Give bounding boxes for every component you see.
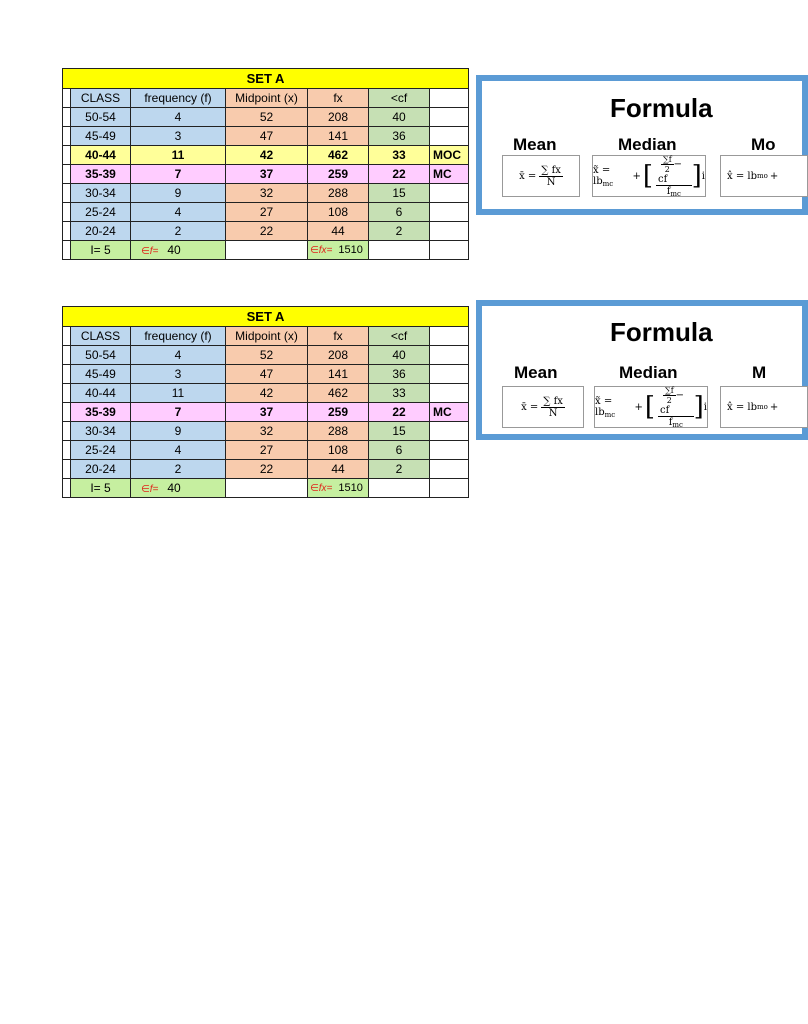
class-cell: 35-39 [71,165,131,184]
table-row [63,108,469,127]
median-numerator [656,155,692,186]
fx-cell: 259 [308,165,369,184]
formula-panel-1 [476,75,808,215]
cf-cell: 36 [369,365,430,384]
cf-cell: 6 [369,203,430,222]
midpoint-cell: 42 [226,146,308,165]
cf-cell: 40 [369,108,430,127]
midpoint-cell: 22 [226,222,308,241]
fx-cell: 208 [308,108,369,127]
row-edge-cell [63,460,71,479]
formula-panel-2 [476,300,808,440]
sum-fx-cell [308,479,369,498]
mark-cell: MC [430,165,469,184]
empty-cell [369,241,430,260]
median-lhs-sub: mc [602,179,614,188]
sum-fx-value: 1510 [338,244,363,256]
mean-formula [502,386,584,428]
header-cf: <cf [369,89,430,108]
inner-numerator: ∑f [665,385,674,395]
mode-plus: + [769,401,779,413]
header-mark [430,89,469,108]
cf-cell: 22 [369,403,430,422]
bracket-right: ] [693,392,704,422]
frequency-cell: 2 [131,222,226,241]
midpoint-cell: 27 [226,441,308,460]
mark-cell [430,365,469,384]
mark-cell [430,441,469,460]
mode-lhs: x̂ = lb [727,170,757,182]
table-header-row [63,327,469,346]
bracket-left: [ [644,392,655,422]
mark-cell [430,127,469,146]
inner-fraction [663,386,676,405]
header-frequency: frequency (f) [131,327,226,346]
mean-denominator: N [548,407,558,419]
median-fraction [658,386,694,429]
inner-numerator: ∑f [663,154,672,164]
median-formula [592,155,706,197]
header-fx: fx [308,327,369,346]
table-title: SET A [63,69,469,89]
table-row [63,222,469,241]
mark-cell [430,108,469,127]
mean-fraction [541,396,565,419]
row-edge-cell [63,108,71,127]
frequency-cell: 11 [131,384,226,403]
class-cell: 40-44 [71,146,131,165]
row-edge-cell [63,203,71,222]
header-midpoint: Midpoint (x) [226,327,308,346]
sum-f-cell [131,479,226,498]
sum-fx-symbol: ∈fx= [310,483,333,494]
inner-denominator: 2 [664,164,670,174]
table-row-modal-class [63,146,469,165]
table-row-median-class [63,165,469,184]
class-cell: 50-54 [71,346,131,365]
class-cell: 50-54 [71,108,131,127]
minus-cf: − cf [658,158,683,185]
midpoint-cell: 27 [226,203,308,222]
row-edge-cell [63,327,71,346]
median-den-sub: mc [672,420,683,429]
mean-label: Mean [514,363,558,382]
cf-cell: 2 [369,222,430,241]
cf-cell: 22 [369,165,430,184]
median-lhs [593,165,630,188]
sum-f-symbol: ∈f= [141,246,159,257]
median-lhs-sub: mc [604,410,616,419]
median-bracket [645,386,704,429]
median-bracket [643,155,702,198]
fx-cell: 288 [308,184,369,203]
midpoint-cell: 52 [226,108,308,127]
class-cell: 20-24 [71,460,131,479]
header-frequency: frequency (f) [131,89,226,108]
fx-cell: 141 [308,127,369,146]
empty-cell [430,241,469,260]
frequency-cell: 7 [131,403,226,422]
inner-fraction [661,155,674,174]
mean-lhs: x̄ = [521,401,539,413]
formula-title: Formula [610,93,713,123]
row-edge-cell [63,441,71,460]
mode-lhs-sub: mo [756,403,768,411]
frequency-cell: 4 [131,203,226,222]
mean-label: Mean [513,135,557,154]
table-row [63,184,469,203]
mean-formula [502,155,580,197]
row-edge-cell [63,165,71,184]
class-cell: 25-24 [71,441,131,460]
cf-cell: 2 [369,460,430,479]
bracket-right: ] [691,161,702,191]
table-row [63,346,469,365]
table-title: SET A [63,307,469,327]
fx-cell: 259 [308,403,369,422]
table-row [63,384,469,403]
fx-cell: 462 [308,146,369,165]
median-den-sub: mc [670,189,681,198]
fx-cell: 208 [308,346,369,365]
row-edge-cell [63,403,71,422]
class-cell: 45-49 [71,127,131,146]
inner-denominator: 2 [666,395,672,405]
median-lhs-text: x̃ = lb [593,164,611,187]
mark-cell [430,346,469,365]
class-cell: 35-39 [71,403,131,422]
mark-cell [430,422,469,441]
mark-cell: MC [430,403,469,422]
median-plus: + [632,170,641,182]
header-mark [430,327,469,346]
frequency-cell: 3 [131,365,226,384]
row-edge-cell [63,365,71,384]
frequency-cell: 11 [131,146,226,165]
mode-lhs: x̂ = lb [727,401,757,413]
sum-f-value: 40 [167,243,181,257]
midpoint-cell: 22 [226,460,308,479]
mean-numerator: ∑ fx [541,164,561,176]
fx-cell: 44 [308,460,369,479]
header-fx: fx [308,89,369,108]
empty-cell [226,479,308,498]
class-cell: 20-24 [71,222,131,241]
row-edge-cell [63,127,71,146]
mode-plus: + [769,170,779,182]
fx-cell: 462 [308,384,369,403]
sum-f-value: 40 [167,481,181,495]
stats-table [62,306,469,498]
row-edge-cell [63,146,71,165]
cf-cell: 15 [369,422,430,441]
median-label: Median [618,135,677,154]
class-cell: 30-34 [71,184,131,203]
median-fraction [656,155,692,198]
median-label: Median [619,363,678,382]
class-cell: 40-44 [71,384,131,403]
header-cf: <cf [369,327,430,346]
row-edge-cell [63,422,71,441]
bracket-left: [ [642,161,653,191]
median-interval: i [701,170,705,182]
frequency-table-1 [62,68,468,260]
sum-f-cell [131,241,226,260]
header-class: CLASS [71,327,131,346]
table-row [63,365,469,384]
class-cell: 25-24 [71,203,131,222]
median-lhs [595,396,632,419]
empty-cell [369,479,430,498]
median-plus: + [634,401,643,413]
frequency-cell: 9 [131,184,226,203]
stats-table [62,68,469,260]
mean-denominator: N [546,176,556,188]
cf-cell: 15 [369,184,430,203]
table-row [63,460,469,479]
fx-cell: 288 [308,422,369,441]
fx-cell: 108 [308,203,369,222]
cf-cell: 36 [369,127,430,146]
minus-cf: − cf [660,389,685,416]
mark-cell [430,203,469,222]
median-formula [594,386,708,428]
frequency-cell: 9 [131,422,226,441]
cf-cell: 6 [369,441,430,460]
table-row [63,441,469,460]
row-edge-cell [63,184,71,203]
table-row [63,422,469,441]
mean-lhs: x̄ = [519,170,537,182]
mode-label: M [752,363,767,382]
mean-numerator: ∑ fx [543,395,563,407]
empty-cell [226,241,308,260]
median-numerator [658,386,694,417]
empty-cell [430,479,469,498]
midpoint-cell: 47 [226,365,308,384]
mark-cell [430,184,469,203]
frequency-cell: 3 [131,127,226,146]
midpoint-cell: 32 [226,422,308,441]
cf-cell: 33 [369,146,430,165]
sum-f-symbol: ∈f= [141,484,159,495]
table-title-row [63,69,469,89]
header-midpoint: Midpoint (x) [226,89,308,108]
mode-formula [720,386,808,428]
frequency-cell: 4 [131,441,226,460]
mean-fraction [539,165,563,188]
midpoint-cell: 37 [226,165,308,184]
row-edge-cell [63,479,71,498]
table-title-row [63,307,469,327]
mark-cell [430,460,469,479]
table-header-row [63,89,469,108]
sum-fx-value: 1510 [338,482,363,494]
median-interval: i [703,401,707,413]
totals-row [63,241,469,260]
mark-cell [430,384,469,403]
row-edge-cell [63,89,71,108]
sum-fx-symbol: ∈fx= [310,245,333,256]
table-row [63,203,469,222]
formula-title: Formula [610,317,713,347]
table-row [63,127,469,146]
row-edge-cell [63,222,71,241]
fx-cell: 141 [308,365,369,384]
mode-lhs-sub: mo [756,172,768,180]
class-cell: 30-34 [71,422,131,441]
median-denominator [667,417,685,429]
class-cell: 45-49 [71,365,131,384]
mark-cell [430,222,469,241]
header-class: CLASS [71,89,131,108]
table-row-median-class [63,403,469,422]
totals-row [63,479,469,498]
frequency-cell: 2 [131,460,226,479]
row-edge-cell [63,346,71,365]
frequency-cell: 4 [131,346,226,365]
class-interval-cell: I= 5 [71,241,131,260]
frequency-cell: 4 [131,108,226,127]
sum-fx-cell [308,241,369,260]
frequency-table-2 [62,306,468,498]
mark-cell: MOC [430,146,469,165]
midpoint-cell: 37 [226,403,308,422]
median-den-text: f [666,185,671,197]
fx-cell: 44 [308,222,369,241]
midpoint-cell: 42 [226,384,308,403]
row-edge-cell [63,384,71,403]
median-lhs-text: x̃ = lb [595,395,613,418]
midpoint-cell: 47 [226,127,308,146]
cf-cell: 33 [369,384,430,403]
row-edge-cell [63,241,71,260]
midpoint-cell: 52 [226,346,308,365]
midpoint-cell: 32 [226,184,308,203]
cf-cell: 40 [369,346,430,365]
mode-label: Mo [751,135,776,154]
median-denominator [665,186,683,198]
median-den-text: f [668,416,673,428]
fx-cell: 108 [308,441,369,460]
mode-formula [720,155,808,197]
frequency-cell: 7 [131,165,226,184]
class-interval-cell: I= 5 [71,479,131,498]
